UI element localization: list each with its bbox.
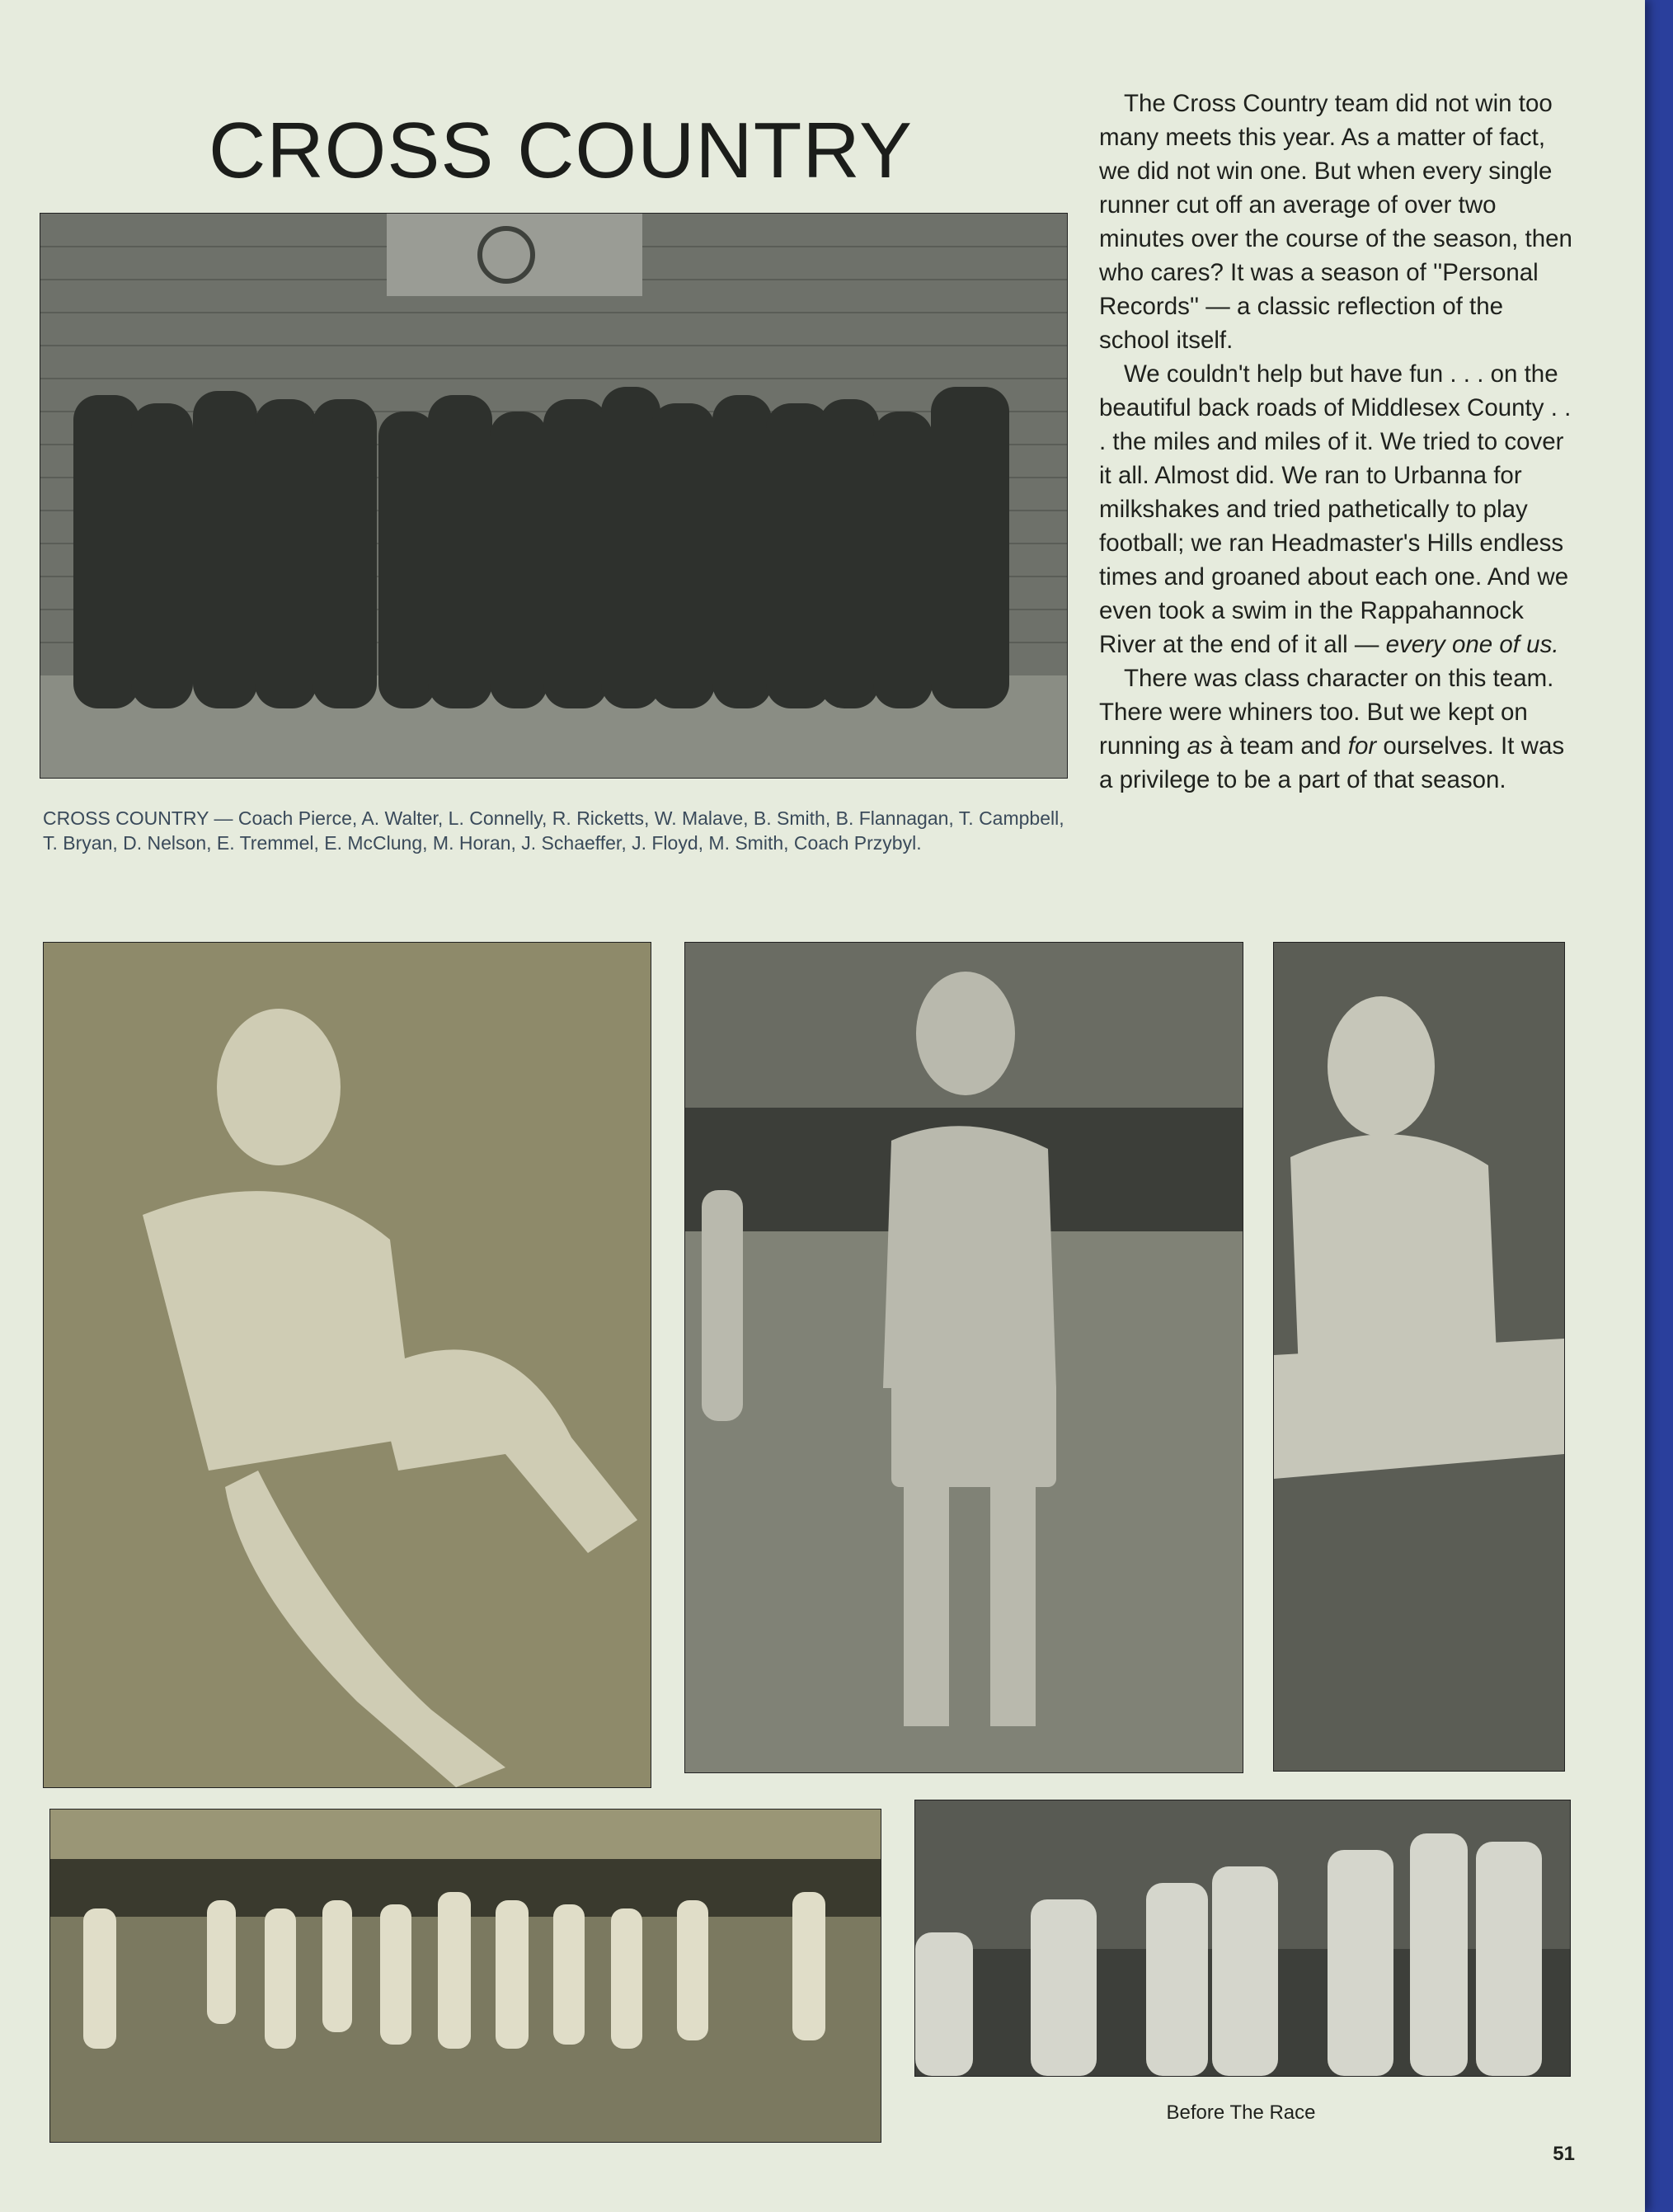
before-the-race-caption: Before The Race xyxy=(1166,2101,1316,2124)
team-members xyxy=(73,387,1009,708)
page-number: 51 xyxy=(1553,2143,1575,2165)
before-the-race-photo xyxy=(914,1800,1571,2077)
article-paragraph-3-emphasis-b: for xyxy=(1347,732,1377,760)
runner-standing-photo xyxy=(684,942,1243,1773)
team-photo-image xyxy=(40,214,1067,778)
runners-field-photo xyxy=(49,1809,881,2143)
page-title: CROSS COUNTRY xyxy=(209,106,913,195)
article-paragraph-3-text-c: ourselves. It was a privilege to be a part of that season. xyxy=(1099,732,1565,793)
runner-stretching-photo xyxy=(43,942,651,1788)
team-photo xyxy=(40,213,1068,779)
before-the-race-image xyxy=(915,1800,1570,2076)
runners-field-image xyxy=(50,1810,881,2142)
wall-banner xyxy=(387,214,642,296)
article-paragraph-3-text-a: There was class character on this team. There were whiners too. But we kept on running xyxy=(1099,665,1554,760)
article-paragraph-3 xyxy=(1099,661,1577,797)
article-paragraph-3-emphasis-a: as xyxy=(1187,732,1213,760)
article-paragraph-1: The Cross Country team did not win too many meets this year. As a matter of fact, we did not win one. But when every single runner cut off an average of over two minutes over the course of the season, then who cares? It was a season of ''Personal Records'' — a classic reflection of the school itself. xyxy=(1099,90,1572,354)
runner-seated-image xyxy=(1274,943,1564,1771)
runner-seated-photo xyxy=(1273,942,1565,1772)
article-paragraph-2-emphasis: every one of us. xyxy=(1385,631,1559,658)
team-photo-caption: CROSS COUNTRY — Coach Pierce, A. Walter, L. Connelly, R. Ricketts, W. Malave, B. Smith, B. Flannagan, T. Campbell, T. Bryan, D. Nelson, E. Tremmel, E. McClung, M. Horan, J. Schaeffer, J. Floyd, M. Smith, Coach Przybyl. xyxy=(43,807,1064,854)
article-paragraph-3-text-b: à team and xyxy=(1212,732,1348,760)
article-paragraph-2-text: We couldn't help but have fun . . . on the beautiful back roads of Middlesex County . . . the miles and miles of it. We tried to cover it all. Almost did. We ran to Urbanna for milkshakes and tried pathetically to play football; we ran Headmaster's Hills endless times and groaned about each one. And we even took a swim in the Rappahannock River at the end of it all — xyxy=(1099,360,1572,658)
article-paragraph-2 xyxy=(1099,357,1577,661)
runner-stretching-image xyxy=(44,943,651,1787)
article-text xyxy=(1099,87,1577,797)
runner-standing-image xyxy=(685,943,1243,1772)
